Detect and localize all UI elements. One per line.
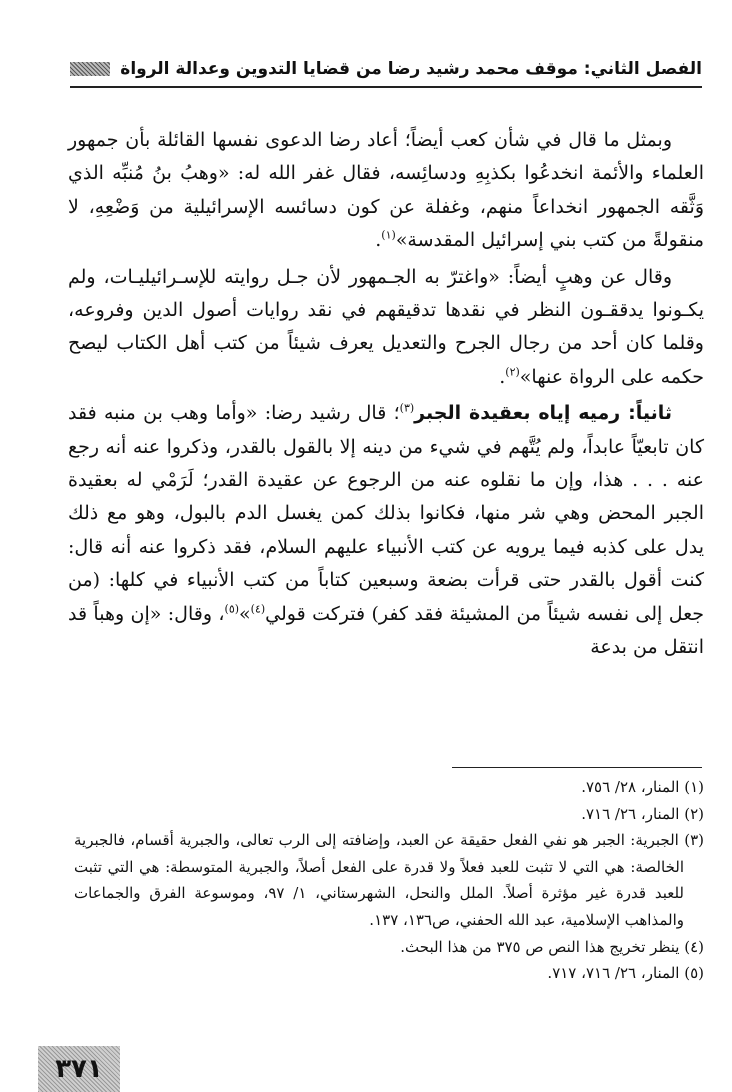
running-header: [70, 52, 702, 88]
footnote-ref-1: (١): [381, 228, 396, 242]
footnote-ref-2: (٢): [505, 365, 520, 379]
paragraph-1: وبمثل ما قال في شأن كعب أيضاً؛ أعاد رضا الدعوى نفسها القائلة بأن جمهور العلماء والأئمة انخدعُوا بكذبِهِ ودسائِسه، فقال غفر الله له: «وهبُ بنُ مُنبِّه الذي وَثَّقه الجمهور انخداعاً منهم، وغفلة عن كون دسائسه الإسرائيلية من وَضْعِهِ، لا منقولةً من كتب بني إسرائيل المقدسة»$^{(١)}$.: [68, 129, 704, 252]
footnote-3: (٣) الجبرية: الجبر هو نفي الفعل حقيقة عن العبد، وإضافته إلى الرب تعالى، والجبرية أقسام، فالجبرية الخالصة: هي التي لا تثبت للعبد فعلاً ولا قدرة على الفعل أصلاً، والجبرية المتوسطة: هي التي تثبت للعبد قدرة غير مؤثرة أصلاً. الملل والنحل، الشهرستاني، ١/ ٩٧، وموسوعة الفرق والجماعات والمذاهب الإسلامية، عبد الله الحفني، ص١٣٦، ١٣٧.: [74, 831, 704, 929]
footnote-separator: [452, 767, 702, 768]
footnote-5: (٥) المنار، ٢٦/ ٧١٦، ٧١٧.: [547, 964, 704, 983]
main-text: [68, 124, 704, 665]
page-number-box: [38, 1046, 120, 1092]
paragraph-2: وقال عن وهبٍ أيضاً: «واغترّ به الجـمهور لأن جـل روايته للإسـرائيليـات، ولم يكـونوا يدققـون النظر في نقدها تدقيقهم في نقد روايات أصول الدين وفروعه، وقلما كان أحد من رجال الجرح والتعديل يعرف شيئاً من كتب أهل الكتاب ليصح حكمه على الرواة عنها»$^{(٢)}$.: [68, 265, 704, 388]
header-ornament: [70, 62, 110, 76]
footnote-ref-4: (٤): [250, 602, 266, 616]
footnote-ref-3: (٣): [399, 401, 415, 415]
section-lead: ثانياً: رميه إياه بعقيدة الجبر: [414, 402, 672, 425]
footnotes: [74, 774, 704, 987]
page-number: ٣٧١: [55, 1054, 103, 1084]
footnote-2: (٢) المنار، ٢٦/ ٧١٦.: [581, 804, 704, 823]
chapter-title: الفصل الثاني: موقف محمد رشيد رضا من قضايا التدوين وعدالة الرواة: [120, 59, 702, 79]
footnote-1: (١) المنار، ٢٨/ ٧٥٦.: [581, 778, 704, 796]
footnote-ref-5: (٥): [224, 602, 240, 616]
paragraph-3: ثانياً: رميه إياه بعقيدة الجبر$^{(٣)}$؛ قال رشيد رضا: «وأما وهب بن منبه فقد كان تابعيّاً عابداً، ولم يُتَّهم في شيء من دينه إلا بالقول بالقدر، وذكروا عنه أنه رجع عنه . . . هذا، وإن ما نقلوه عنه من الرجوع عن عقيدة القدر؛ لَرَمْي له بعقيدة الجبر المحض وهي شر منها، فكانوا بذلك كمن يغسل الدم بالبول، وهو مع ذلك يدل على كذبه فيما يرويه عن كتب الأنبياء عليهم السلام، فقد ذكروا عنه أنه قال: كنت أقول بالقدر حتى قرأت بضعة وسبعين كتاباً من كتب الأنبياء في كلها: (من جعل إلى نفسه شيئاً من المشيئة فقد كفر) فتركت قولي$^{(٤)}$»$^{(٥)}$، وقال: «إن وهباً قد انتقل من بدعة: [68, 401, 704, 659]
footnote-4: (٤) ينظر تخريج هذا النص ص ٣٧٥ من هذا البحث.: [400, 937, 704, 956]
